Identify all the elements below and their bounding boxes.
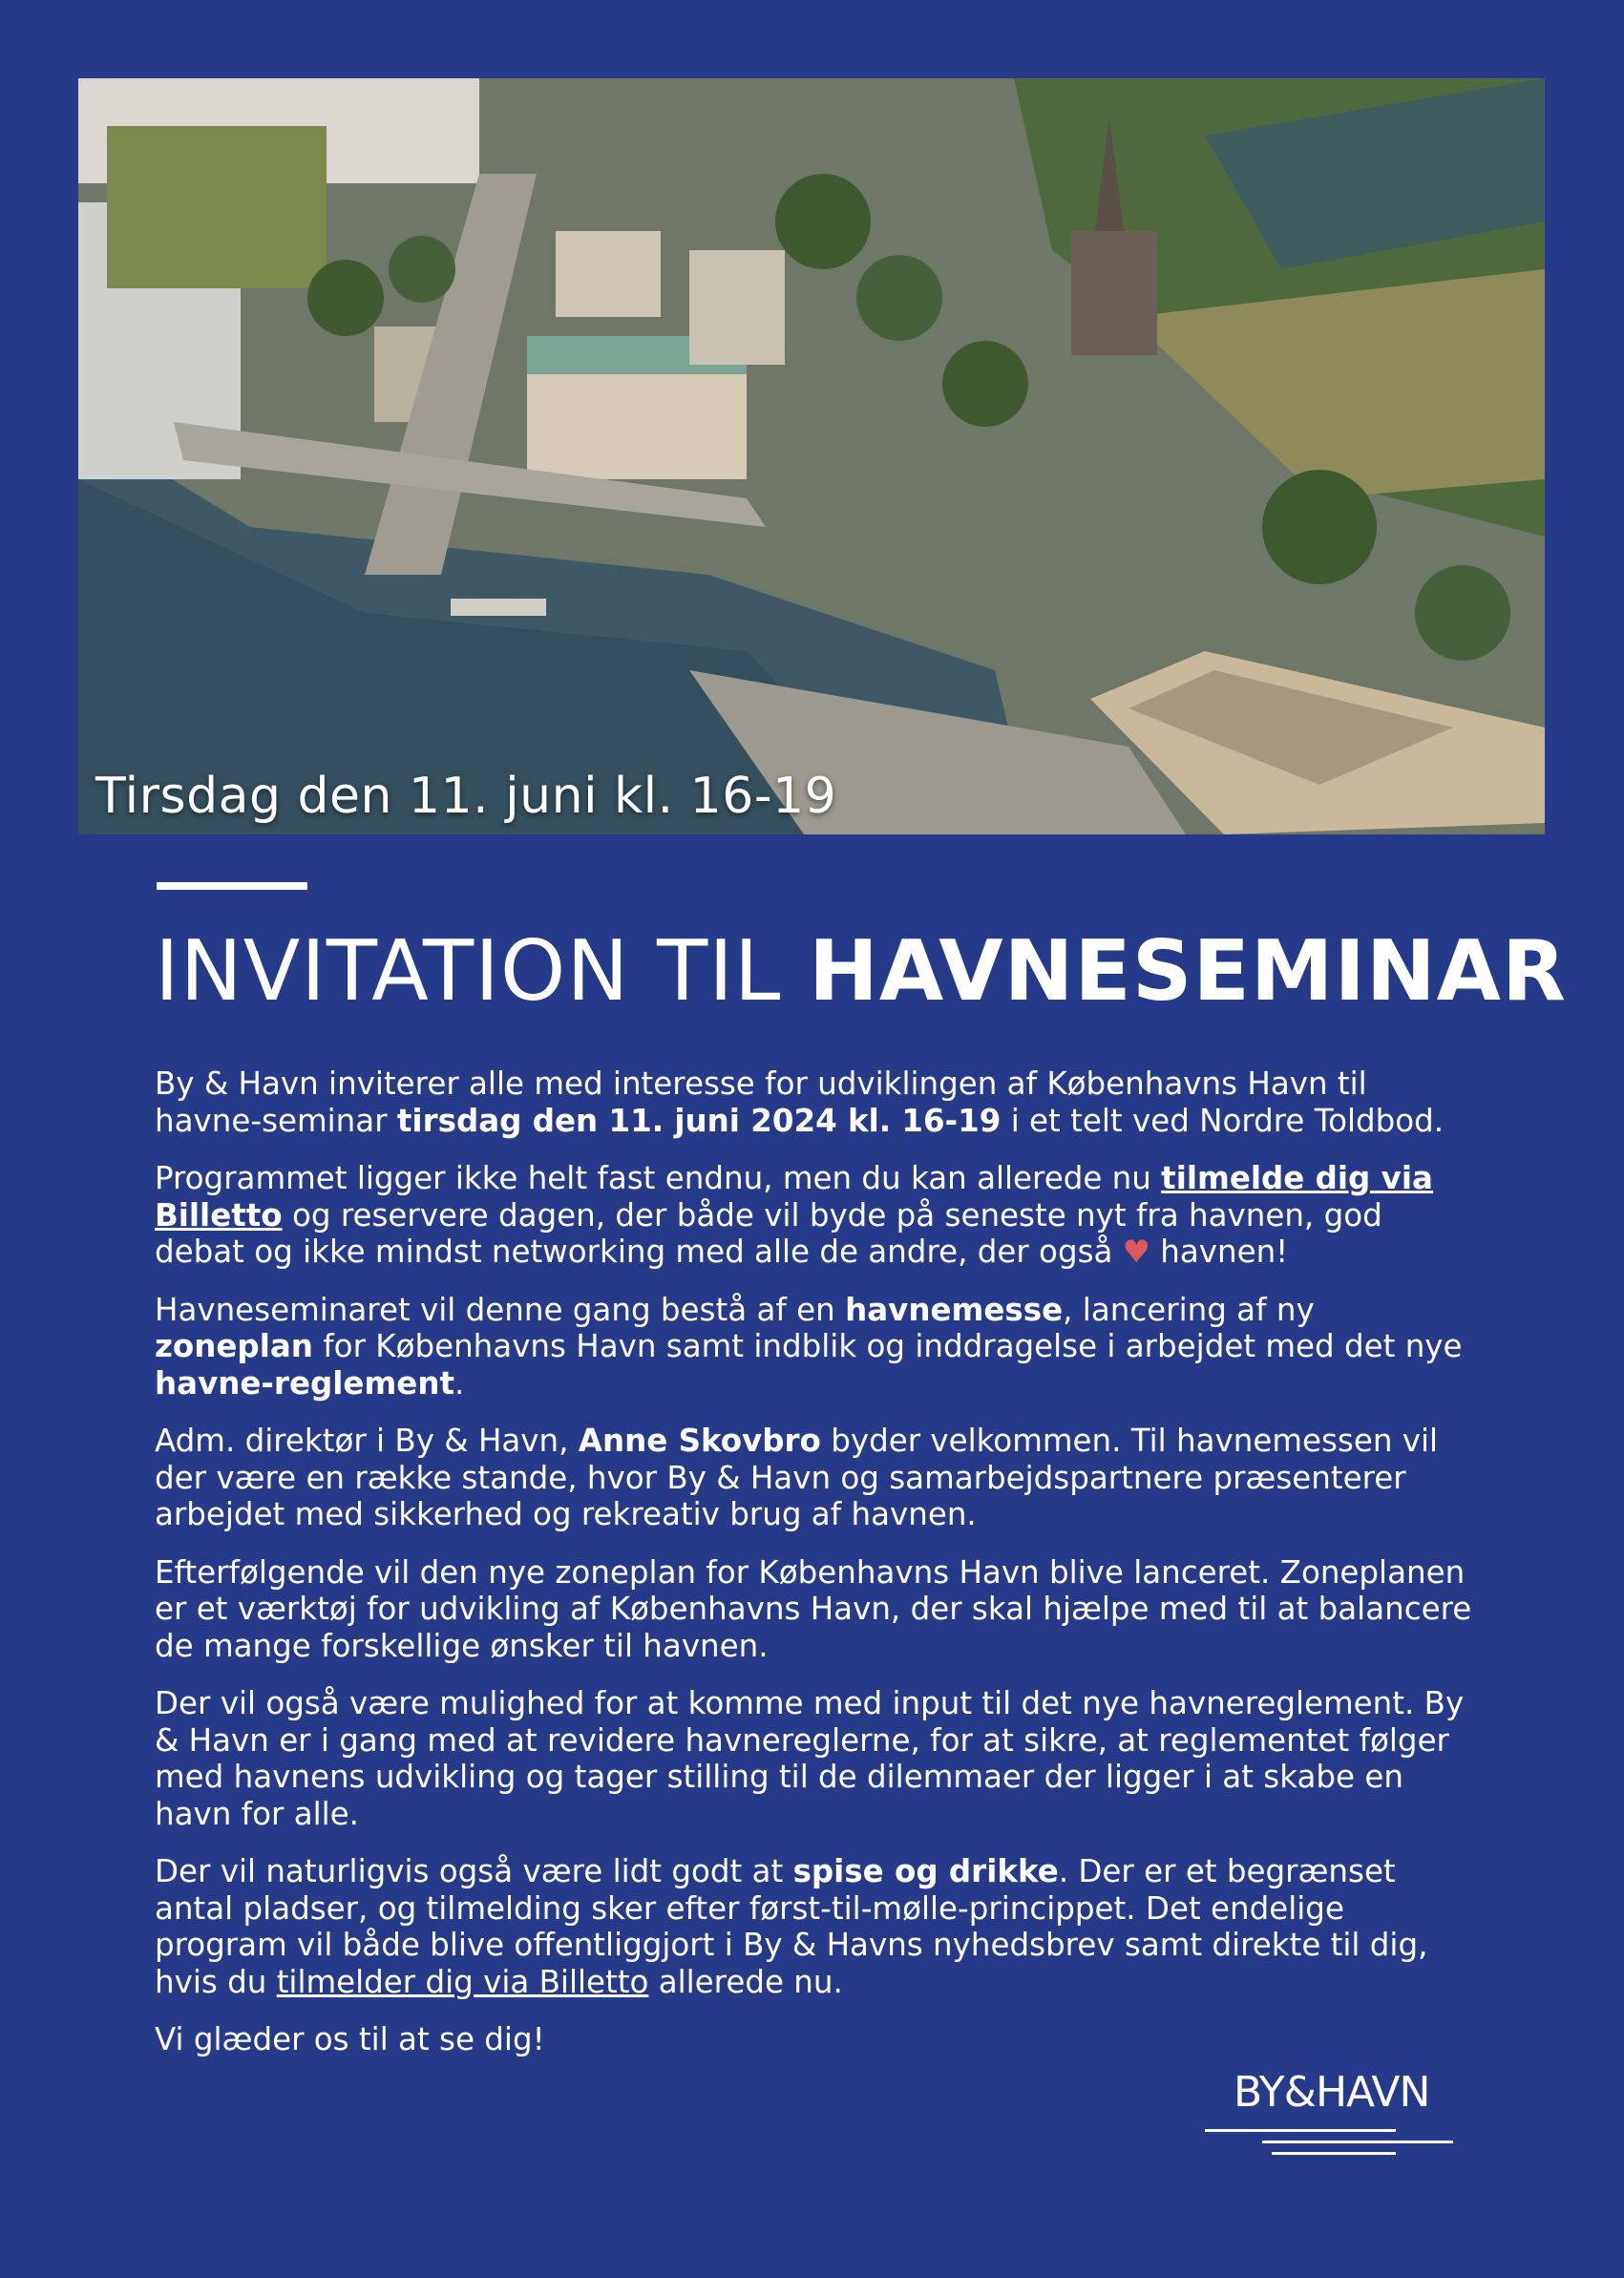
hero-aerial-photo	[78, 78, 1545, 834]
text-span: og reservere dagen, der både vil byde på seneste nyt fra havnen, god debat og ikke mindst networking med alle de andre, der også	[155, 1196, 1382, 1270]
text-span: Der vil naturligvis også være lidt godt at	[155, 1853, 793, 1889]
text-span: allerede nu.	[648, 1963, 843, 2000]
text-span: i et telt ved Nordre Toldbod.	[1001, 1102, 1445, 1139]
text-span: .	[454, 1364, 465, 1402]
paragraph-closing: Vi glæder os til at se dig!	[155, 2021, 545, 2057]
paragraph-food-and-signup	[155, 1853, 1472, 2000]
paragraph-welcome	[155, 1423, 1472, 1533]
page-title	[155, 922, 1567, 1020]
paragraph-seminar-content	[155, 1292, 1472, 1403]
heart-icon: ♥	[1122, 1234, 1150, 1270]
text-span: Adm. direktør i By & Havn,	[155, 1423, 579, 1459]
event-datetime-bold: tirsdag den 11. juni 2024 kl. 16-19	[396, 1102, 1002, 1139]
text-span: , lancering af ny	[1063, 1291, 1315, 1328]
logo-wave-line	[1272, 2152, 1396, 2155]
food-drink-bold: spise og drikke	[792, 1853, 1059, 1889]
text-span: By & Havn inviterer alle med interesse for udviklingen af Københavns Havn til havne-seminar	[155, 1065, 1367, 1139]
paragraph-regulations: Der vil også være mulighed for at komme med input til det nye havnereglement. By & Havn er i gang med at revidere havnereglerne, for at sikre, at reglementet følger med havnens udvikling og tager stilling til de dilemmaer der ligger i at skabe en havn for alle.	[155, 1685, 1465, 1832]
text-span: for Københavns Havn samt indblik og inddragelse i arbejdet med det nye	[312, 1328, 1463, 1364]
text-span: byder velkommen. Til havnemessen vil der være en række stande, hvor By & Havn og samarbejdspartnere præsenterer arbejdet med sikkerhed og rekreativ brug af havnen.	[155, 1423, 1439, 1532]
zoneplan-bold: zoneplan	[155, 1328, 313, 1364]
paragraph-program	[155, 1160, 1472, 1271]
by-og-havn-logo	[1205, 2068, 1491, 2163]
text-span: Havneseminaret vil denne gang bestå af en	[155, 1291, 846, 1328]
title-light-part: INVITATION TIL	[155, 922, 810, 1020]
havnereglement-bold: havne-reglement	[155, 1364, 455, 1402]
havnemesse-bold: havnemesse	[845, 1291, 1064, 1328]
invitation-body	[155, 1065, 1472, 2079]
text-span: . Der er et begrænset antal pladser, og tilmelding sker efter først-til-mølle-princippet. Det endelige program vil både blive offentliggjort i By & Havns nyhedsbrev samt direkte til dig, hvis du	[155, 1853, 1428, 2000]
title-accent-rule	[157, 882, 307, 890]
title-bold-part: HAVNESEMINAR	[809, 922, 1567, 1020]
logo-wordmark: BY&HAVN	[1234, 2068, 1430, 2117]
event-date-caption: Tirsdag den 11. juni kl. 16-19	[95, 768, 837, 825]
logo-wave-line	[1262, 2141, 1453, 2143]
billetto-signup-link[interactable]: tilmelde dig via Billetto	[155, 1160, 1433, 1234]
text-span: Programmet ligger ikke helt fast endnu, men du kan allerede nu	[155, 1160, 1162, 1196]
billetto-signup-link-2[interactable]: tilmelder dig via Billetto	[276, 1963, 649, 2000]
text-span: havnen!	[1149, 1234, 1289, 1270]
paragraph-intro	[155, 1065, 1472, 1139]
logo-wave-line	[1205, 2129, 1396, 2132]
director-name-bold: Anne Skovbro	[578, 1423, 821, 1459]
paragraph-zoneplan: Efterfølgende vil den nye zoneplan for Københavns Havn blive lanceret. Zoneplanen er et værktøj for udvikling af Københavns Havn, der skal hjælpe med til at balancere de mange forskellige ønsker til havnen.	[155, 1553, 1472, 1664]
harbour-illustration	[78, 78, 1545, 834]
